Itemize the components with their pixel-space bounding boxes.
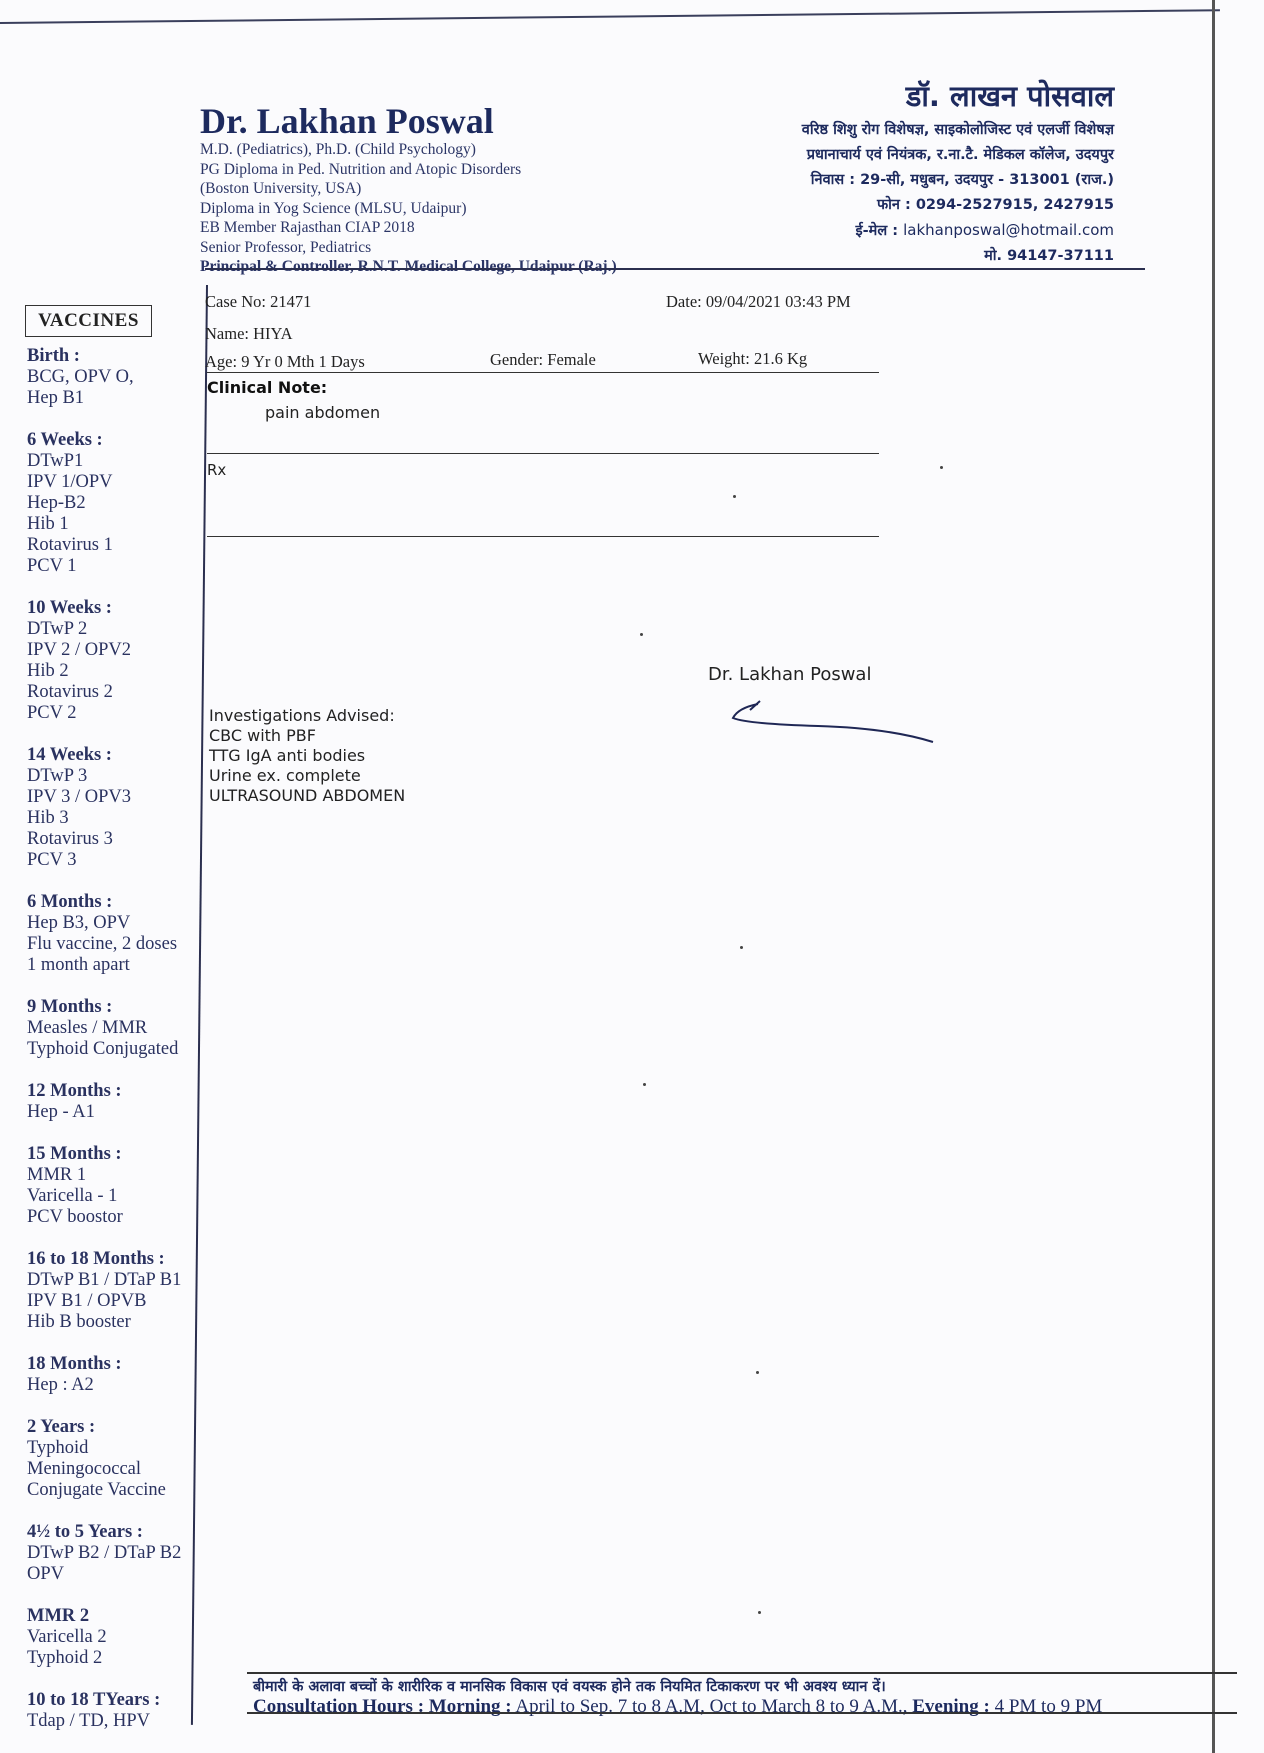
signatory-name: Dr. Lakhan Poswal [708,664,872,685]
page-edge-line [1212,0,1215,1753]
morning-hours: April to Sep. 7 to 8 A.M, Oct to March 8 to 9 A.M., [515,1696,908,1717]
footer-hindi-note: बीमारी के अलावा बच्चों के शारीरिक व मानसिक विकास एवं वयस्क होने तक नियमित टिकाकरण पर भी अवश्य ध्यान दें। [253,1679,886,1695]
vaccine-group-heading: Birth : [27,346,80,366]
vaccine-item: OPV [27,1564,65,1584]
scan-speck [758,1611,761,1614]
vaccine-item: IPV 1/OPV [27,472,113,492]
vaccine-group [27,892,227,976]
top-border-line [0,9,1220,24]
vaccine-group [27,1249,227,1333]
vaccine-group [27,1522,227,1585]
investigations-block [209,706,405,806]
form-line [207,536,879,537]
vaccine-item: Hib 3 [27,808,69,828]
vaccine-group-heading: 6 Weeks : [27,430,103,450]
vaccine-item: Hib 2 [27,661,69,681]
vaccine-item: Meningococcal [27,1459,142,1479]
vaccine-group-heading: 2 Years : [27,1417,96,1437]
scan-speck [733,495,736,498]
vaccine-item: Hep - A1 [27,1102,95,1122]
vaccine-item: DTwP 2 [27,619,88,639]
scan-speck [756,1371,759,1374]
scan-speck [740,946,743,949]
case-number: Case No: 21471 [205,292,312,311]
scan-speck [640,633,643,636]
vaccine-item: Hep-B2 [27,493,86,513]
vaccine-group-heading: 14 Weeks : [27,745,112,765]
vaccine-item: Typhoid 2 [27,1648,103,1668]
vaccine-item: Varicella - 1 [27,1186,118,1206]
vaccine-item: Tdap / TD, HPV [27,1711,150,1731]
patient-name: Name: HIYA [205,324,293,343]
vaccine-group-heading: 10 Weeks : [27,598,112,618]
qualification-line: EB Member Rajasthan CIAP 2018 [200,219,415,236]
position-line: Principal & Controller, R.N.T. Medical College, Udaipur (Raj.) [200,258,617,275]
vaccine-item: Flu vaccine, 2 doses [27,934,178,954]
vaccine-group [27,1417,227,1501]
vaccine-item: IPV B1 / OPVB [27,1291,147,1311]
qualification-line: (Boston University, USA) [200,180,362,197]
vaccine-item: Typhoid Conjugated [27,1039,179,1059]
scan-speck [940,466,943,469]
vaccine-group [27,346,227,409]
vaccine-item: Hib 1 [27,514,69,534]
vaccine-item: Hep B1 [27,388,85,408]
vaccine-item: Typhoid [27,1438,89,1458]
investigation-item: Urine ex. complete [209,766,361,785]
email-prefix: ई-मेल : [855,223,904,239]
rx-label: Rx [207,461,227,479]
vaccine-item: DTwP 3 [27,766,88,786]
investigations-label: Investigations Advised: [209,706,395,725]
vaccine-item: Conjugate Vaccine [27,1480,166,1500]
vaccine-group-heading: 9 Months : [27,997,113,1017]
qualification-line: Senior Professor, Pediatrics [200,238,372,256]
evening-hours: 4 PM to 9 PM [994,1696,1103,1717]
hindi-line: फोन : 0294-2527915, 2427915 [876,197,1114,213]
vaccine-item: DTwP B1 / DTaP B1 [27,1270,182,1290]
vaccine-group [27,598,227,724]
vaccine-group-heading: 10 to 18 TYears : [27,1690,161,1710]
vaccine-item: Rotavirus 3 [27,829,113,849]
vaccine-item: IPV 2 / OPV2 [27,640,131,660]
vaccines-title: VACCINES [25,305,152,337]
vaccine-group [27,1690,227,1732]
footer-divider [247,1712,1237,1714]
qualification-line: PG Diploma in Ped. Nutrition and Atopic Disorders [200,160,522,178]
vaccine-item: Rotavirus 2 [27,682,113,702]
investigation-item: CBC with PBF [209,726,316,745]
vaccine-item: Hep B3, OPV [27,913,131,933]
vaccine-group [27,1144,227,1228]
patient-gender: Gender: Female [490,350,596,369]
qualification-line: Diploma in Yog Science (MLSU, Udaipur) [200,199,467,217]
vaccine-group [27,1354,227,1396]
vaccine-item: PCV 3 [27,850,77,870]
patient-weight: Weight: 21.6 Kg [698,349,808,368]
vaccine-item: Rotavirus 1 [27,535,113,555]
vaccine-group-heading: 16 to 18 Months : [27,1249,165,1269]
clinical-note-text: pain abdomen [265,403,381,422]
vaccine-item: 1 month apart [27,955,130,975]
vaccine-group-heading: 15 Months : [27,1144,122,1164]
email-line [802,218,1114,244]
clinical-note-label: Clinical Note: [207,378,328,397]
qualifications-block [200,140,617,277]
hindi-line: वरिष्ठ शिशु रोग विशेषज्ञ, साइकोलोजिस्ट एवं एलर्जी विशेषज्ञ [801,122,1114,138]
vaccine-group-heading: 18 Months : [27,1354,122,1374]
patient-age: Age: 9 Yr 0 Mth 1 Days [205,352,365,371]
scan-speck [643,1083,646,1086]
vaccine-item: DTwP1 [27,451,84,471]
evening-label: Evening : [912,1696,990,1717]
vaccine-group-heading: MMR 2 [27,1606,90,1626]
signature-scribble [728,696,943,746]
vaccine-item: PCV boostor [27,1207,123,1227]
form-line [207,453,879,454]
header-divider [205,268,1145,270]
investigation-item: TTG IgA anti bodies [209,746,366,765]
qualification-line: M.D. (Pediatrics), Ph.D. (Child Psychology) [200,141,476,158]
hours-label: Consultation Hours : [253,1696,425,1717]
vaccine-group [27,997,227,1060]
hindi-details-block [802,118,1114,269]
vaccine-group [27,1606,227,1669]
vaccine-group-heading: 12 Months : [27,1081,122,1101]
vaccine-item: DTwP B2 / DTaP B2 [27,1543,182,1563]
vaccine-item: Measles / MMR [27,1018,148,1038]
mobile-line: मो. 94147-37111 [984,248,1114,264]
vaccine-item: IPV 3 / OPV3 [27,787,131,807]
form-line [207,372,879,373]
footer-divider [247,1672,1237,1674]
vaccine-group-heading: 6 Months : [27,892,113,912]
doctor-name-hindi: डॉ. लाखन पोसवाल [905,79,1114,113]
vaccine-group [27,745,227,871]
visit-date: Date: 09/04/2021 03:43 PM [666,292,851,311]
vaccine-item: BCG, OPV O, [27,367,134,387]
doctor-name: Dr. Lakhan Poswal [200,101,494,141]
vaccine-item: Hib B booster [27,1312,131,1332]
morning-label: Morning : [428,1696,512,1717]
vaccine-group-heading: 4½ to 5 Years : [27,1522,143,1542]
vaccine-item: Hep : A2 [27,1375,94,1395]
investigation-item: ULTRASOUND ABDOMEN [209,786,406,805]
vaccine-item: PCV 2 [27,703,77,723]
vaccine-item: PCV 1 [27,556,77,576]
consultation-hours [253,1696,1102,1718]
vaccine-item: MMR 1 [27,1165,87,1185]
vaccine-group [27,1081,227,1123]
vaccine-group [27,430,227,577]
vaccine-item: Varicella 2 [27,1627,107,1647]
hindi-line: प्रधानाचार्य एवं नियंत्रक, र.ना.टै. मेडिकल कॉलेज, उदयपुर [806,147,1114,163]
email-address: lakhanposwal@hotmail.com [903,221,1114,239]
hindi-line: निवास : 29-सी, मधुबन, उदयपुर - 313001 (राज.) [810,172,1114,188]
vaccine-schedule [27,346,227,1753]
